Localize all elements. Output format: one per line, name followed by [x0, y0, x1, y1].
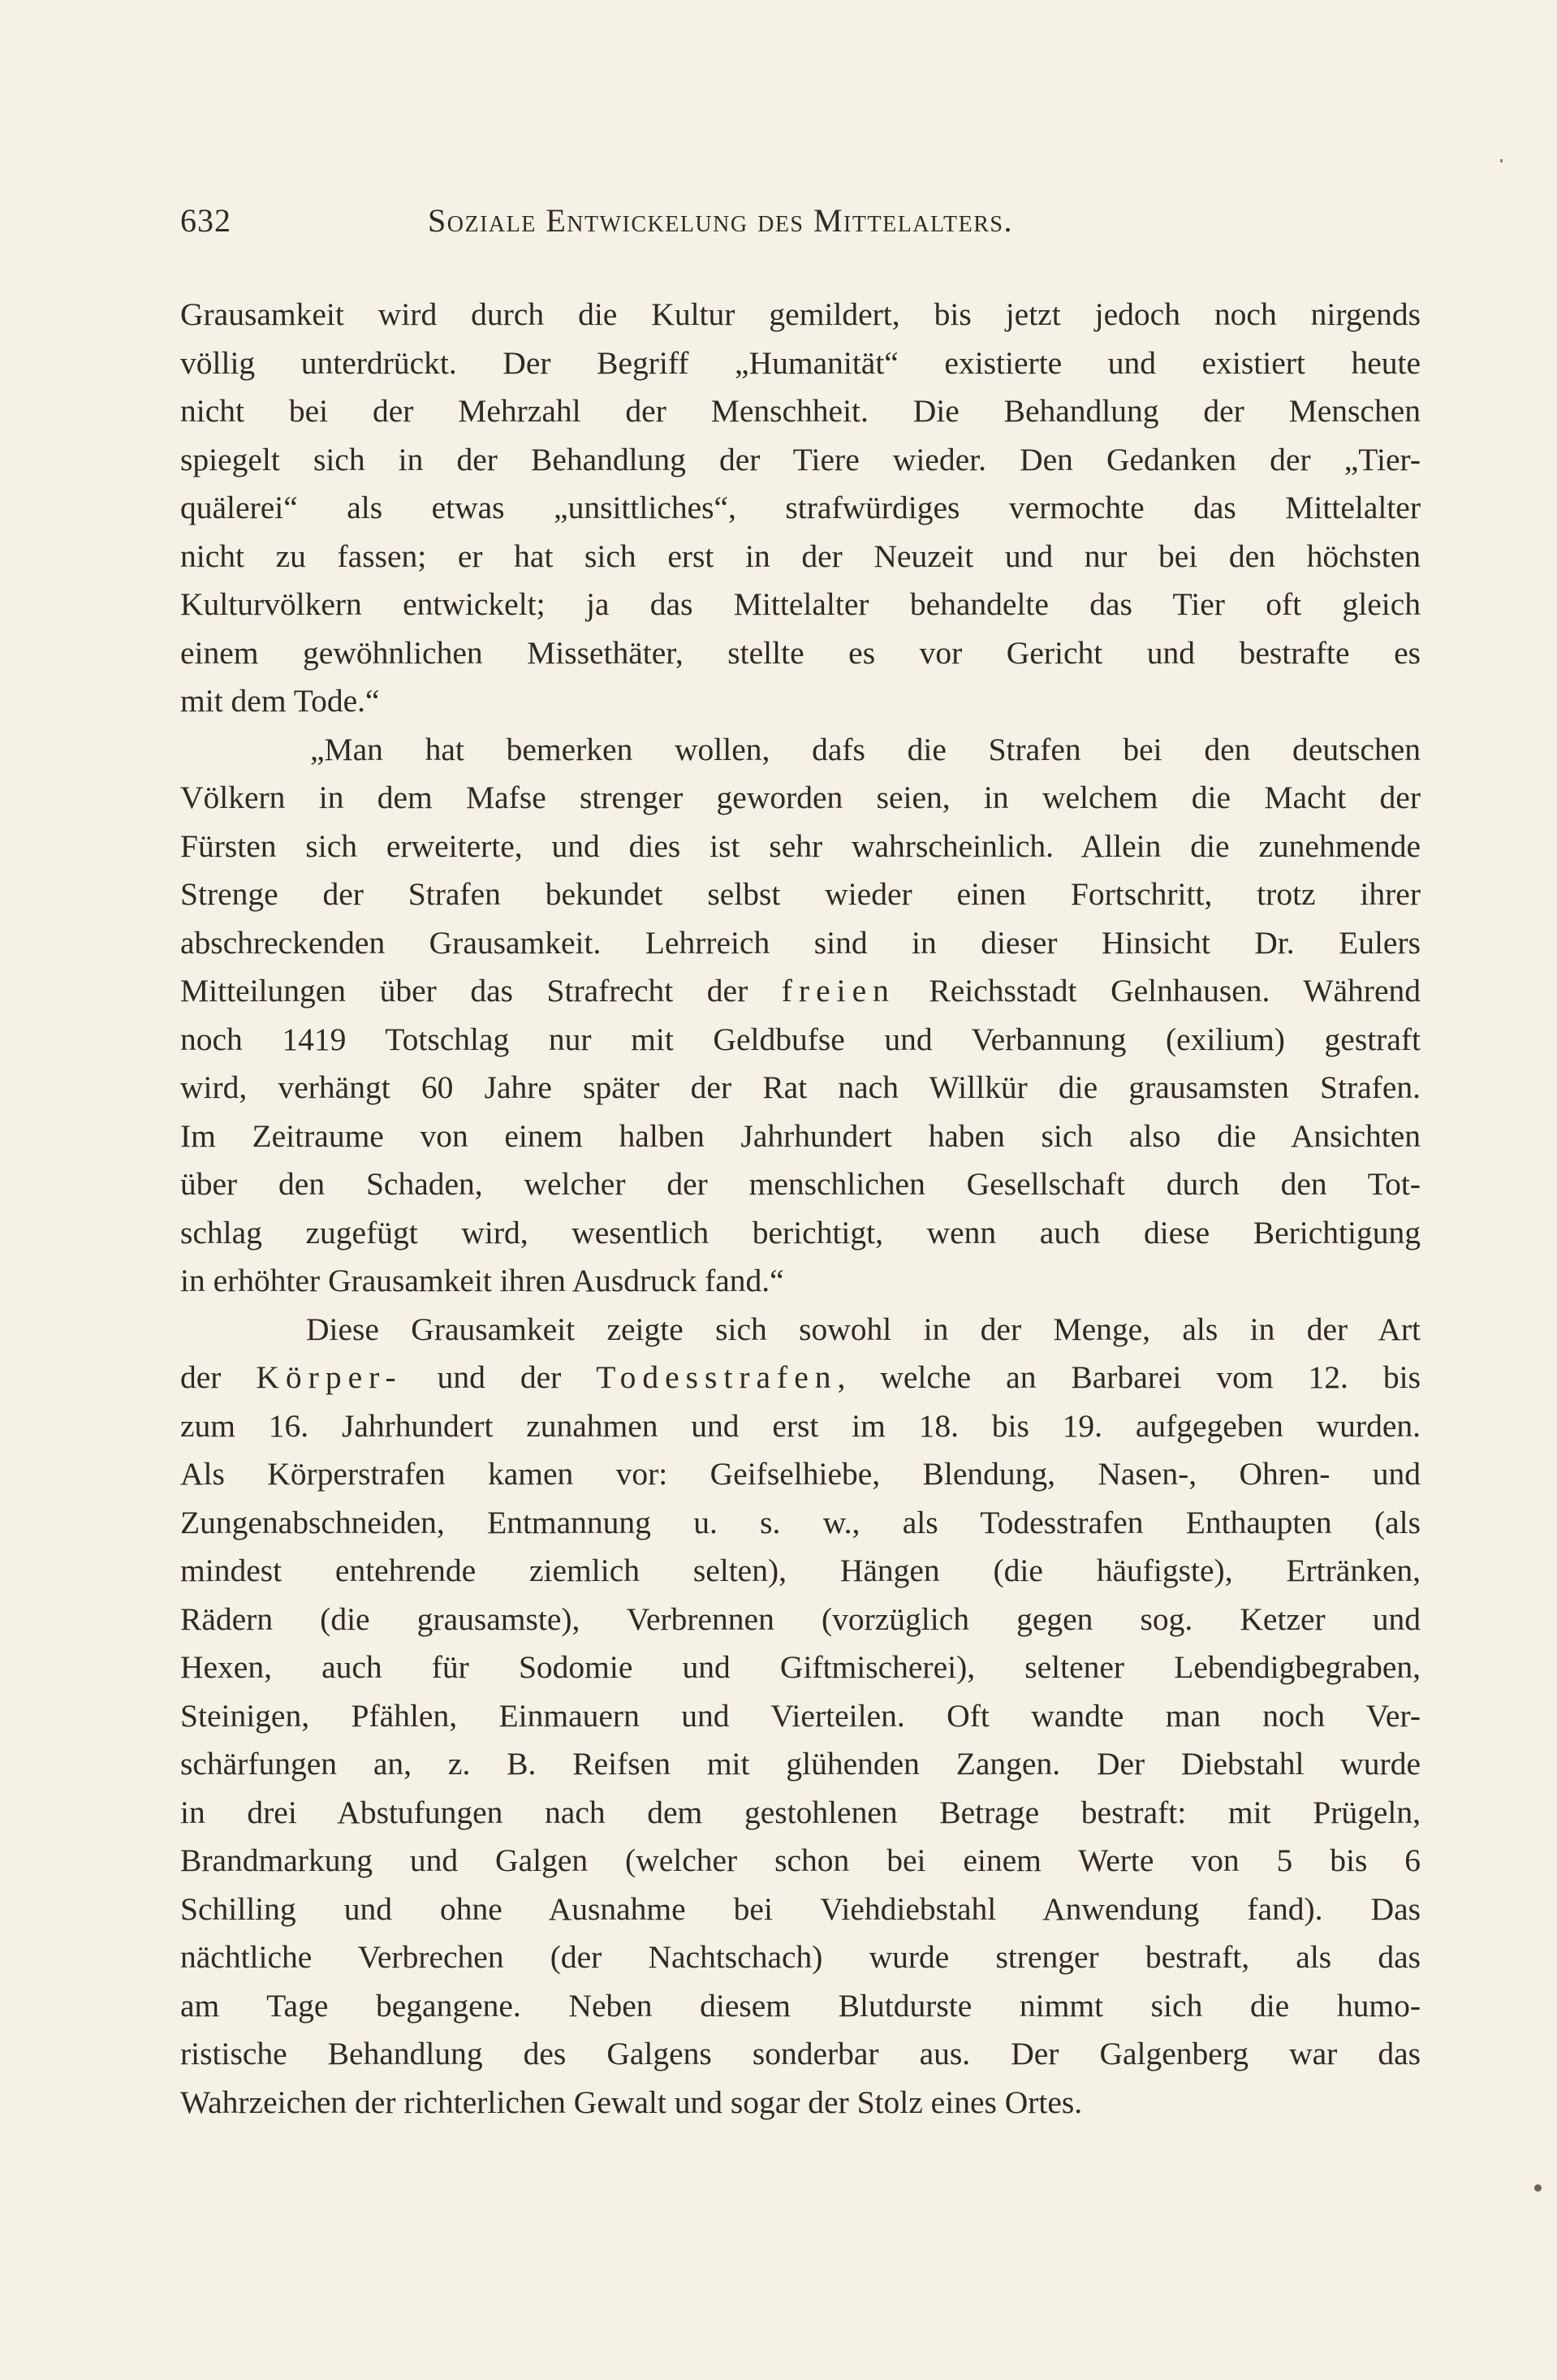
text-line: Grausamkeit wird durch die Kultur gemildert, bis jetzt jedoch noch nirgends: [180, 296, 1421, 332]
text-line: Diese Grausamkeit zeigte sich sowohl in der Menge, als in der Art: [306, 1311, 1421, 1347]
print-speck: [1534, 2184, 1542, 2192]
text-line: „Man hat bemerken wollen, dafs die Strafen bei den deutschen: [310, 731, 1421, 767]
text-line: Kulturvölkern entwickelt; ja das Mittelalter behandelte das Tier oft gleich: [180, 586, 1421, 622]
text-line: Schilling und ohne Ausnahme bei Viehdiebstahl Anwendung fand). Das: [180, 1890, 1421, 1927]
spaced-emphasis: Körper-: [256, 1359, 403, 1395]
print-speck: [1500, 159, 1503, 162]
text-line: abschreckenden Grausamkeit. Lehrreich sind in dieser Hinsicht Dr. Eulers: [180, 924, 1421, 961]
text-line: völlig unterdrückt. Der Begriff „Humanität“ existierte und existiert heute: [180, 344, 1421, 381]
paragraph-3: [180, 1306, 1421, 2127]
text-line: in erhöhter Grausamkeit ihren Ausdruck fand.“: [180, 1263, 784, 1298]
text-line: Fürsten sich erweiterte, und dies ist sehr wahrscheinlich. Allein die zunehmende: [180, 827, 1421, 864]
text-line: nicht bei der Mehrzahl der Menschheit. Die Behandlung der Menschen: [180, 393, 1421, 429]
text-line: Steinigen, Pfählen, Einmauern und Vierteilen. Oft wandte man noch Ver-: [180, 1697, 1421, 1734]
text-line: wird, verhängt 60 Jahre später der Rat nach Willkür die grausamsten Strafen.: [180, 1069, 1421, 1105]
text-line: über den Schaden, welcher der menschlichen Gesellschaft durch den Tot-: [180, 1166, 1421, 1202]
running-head: [180, 201, 1421, 250]
text-line: Hexen, auch für Sodomie und Giftmischerei), seltener Lebendigbegraben,: [180, 1649, 1421, 1685]
text-line: schlag zugefügt wird, wesentlich berichtigt, wenn auch diese Berichtigung: [180, 1214, 1421, 1250]
text-line: ristische Behandlung des Galgens sonderbar aus. Der Galgenberg war das: [180, 2036, 1421, 2071]
text-line: Brandmarkung und Galgen (welcher schon bei einem Werte von 5 bis 6: [180, 1842, 1421, 1878]
text-line: schärfungen an, z. B. Reifsen mit glühenden Zangen. Der Diebstahl wurde: [180, 1746, 1421, 1782]
text-line: mit dem Tode.“: [180, 683, 380, 719]
text-segment: der: [180, 1359, 257, 1395]
text-line: quälerei“ als etwas „unsittliches“, strafwürdiges vermochte das Mittelalter: [180, 490, 1421, 525]
text-line: spiegelt sich in der Behandlung der Tiere wieder. Den Gedanken der „Tier-: [180, 441, 1421, 477]
text-line: Völkern in dem Mafse strenger geworden seien, in welchem die Macht der: [180, 780, 1421, 815]
text-line: noch 1419 Totschlag nur mit Geldbufse und Verbannung (exilium) gestraft: [180, 1021, 1421, 1057]
text-line: nicht zu fassen; er hat sich erst in der Neuzeit und nur bei den höchsten: [180, 538, 1421, 574]
spaced-emphasis: Todesstrafen: [596, 1359, 838, 1395]
page-number: 632: [180, 202, 231, 239]
text-line: einem gewöhnlichen Missethäter, stellte es vor Gericht und bestrafte es: [180, 634, 1421, 671]
text-line: Als Körperstrafen kamen vor: Geifselhiebe, Blendung, Nasen-, Ohren- und: [180, 1456, 1421, 1492]
text-line: Strenge der Strafen bekundet selbst wieder einen Fortschritt, trotz ihrer: [180, 876, 1421, 912]
paragraph-2: [180, 726, 1421, 1306]
text-segment: Mitteilungen über das Strafrecht der: [180, 973, 782, 1009]
text-line: Rädern (die grausamste), Verbrennen (vorzüglich gegen sog. Ketzer und: [180, 1600, 1421, 1637]
body-text: [180, 291, 1421, 2127]
text-line: nächtliche Verbrechen (der Nachtschach) wurde strenger bestraft, als das: [180, 1939, 1421, 1975]
text-line: am Tage begangene. Neben diesem Blutdurste nimmt sich die humo-: [180, 1987, 1421, 2024]
text-line: Wahrzeichen der richterlichen Gewalt und sogar der Stolz eines Ortes.: [180, 2084, 1083, 2120]
text-segment: Reichsstadt Gelnhausen. Während: [895, 973, 1421, 1009]
text-line: zum 16. Jahrhundert zunahmen und erst im 18. bis 19. aufgegeben wurden.: [180, 1407, 1421, 1444]
text-segment: und der: [402, 1359, 597, 1395]
paragraph-1: [180, 291, 1421, 726]
text-line-spaced: [180, 967, 1421, 1016]
text-line: in drei Abstufungen nach dem gestohlenen Betrage bestraft: mit Prügeln,: [180, 1794, 1421, 1830]
text-line: mindest entehrende ziemlich selten), Hängen (die häufigste), Ertränken,: [180, 1553, 1421, 1588]
text-line: Im Zeitraume von einem halben Jahrhundert haben sich also die Ansichten: [180, 1117, 1421, 1154]
text-segment: , welche an Barbarei vom 12. bis: [837, 1359, 1421, 1395]
text-line: Zungenabschneiden, Entmannung u. s. w., als Todesstrafen Enthaupten (als: [180, 1504, 1421, 1540]
running-title: Soziale Entwickelung des Mittelalters.: [428, 202, 1014, 239]
book-page: [180, 201, 1421, 2127]
spaced-emphasis: freien: [781, 973, 895, 1009]
text-line-spaced: [180, 1354, 1421, 1402]
